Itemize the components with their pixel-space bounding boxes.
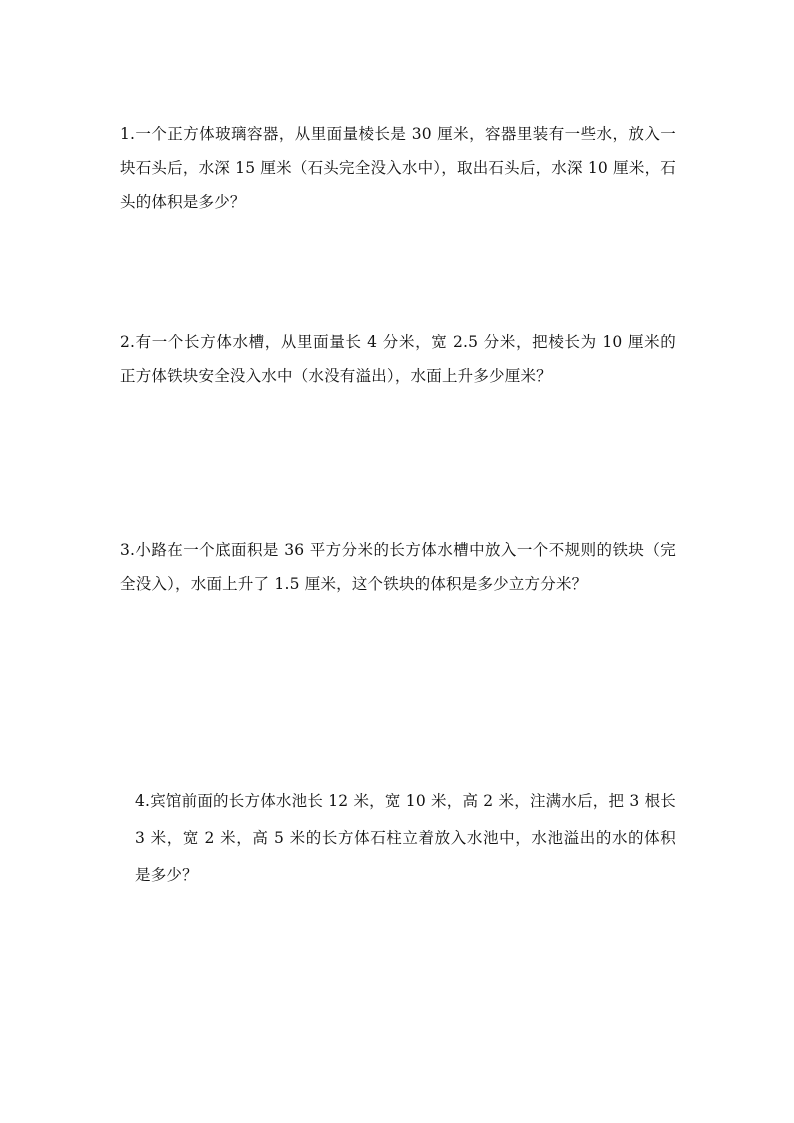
question-3: 3.小路在一个底面积是 36 平方分米的长方体水槽中放入一个不规则的铁块（完全没入），水面上升了 1.5 厘米，这个铁块的体积是多少立方分米？ [120, 540, 676, 593]
question-2: 2.有一个长方体水槽，从里面量长 4 分米，宽 2.5 分米，把棱长为 10 厘米的正方体铁块安全没入水中（水没有溢出），水面上升多少厘米？ [120, 332, 676, 385]
question-1: 1.一个正方体玻璃容器，从里面量棱长是 30 厘米，容器里装有一些水，放入一块石头后，水深 15 厘米（石头完全没入水中），取出石头后，水深 10 厘米，石头的体积是多少？ [120, 124, 676, 211]
question-4: 4.宾馆前面的长方体水池长 12 米，宽 10 米，高 2 米，注满水后，把 3 根长 3 米，宽 2 米，高 5 米的长方体石柱立着放入水池中，水池溢出的水的体积是多少？ [135, 791, 676, 884]
